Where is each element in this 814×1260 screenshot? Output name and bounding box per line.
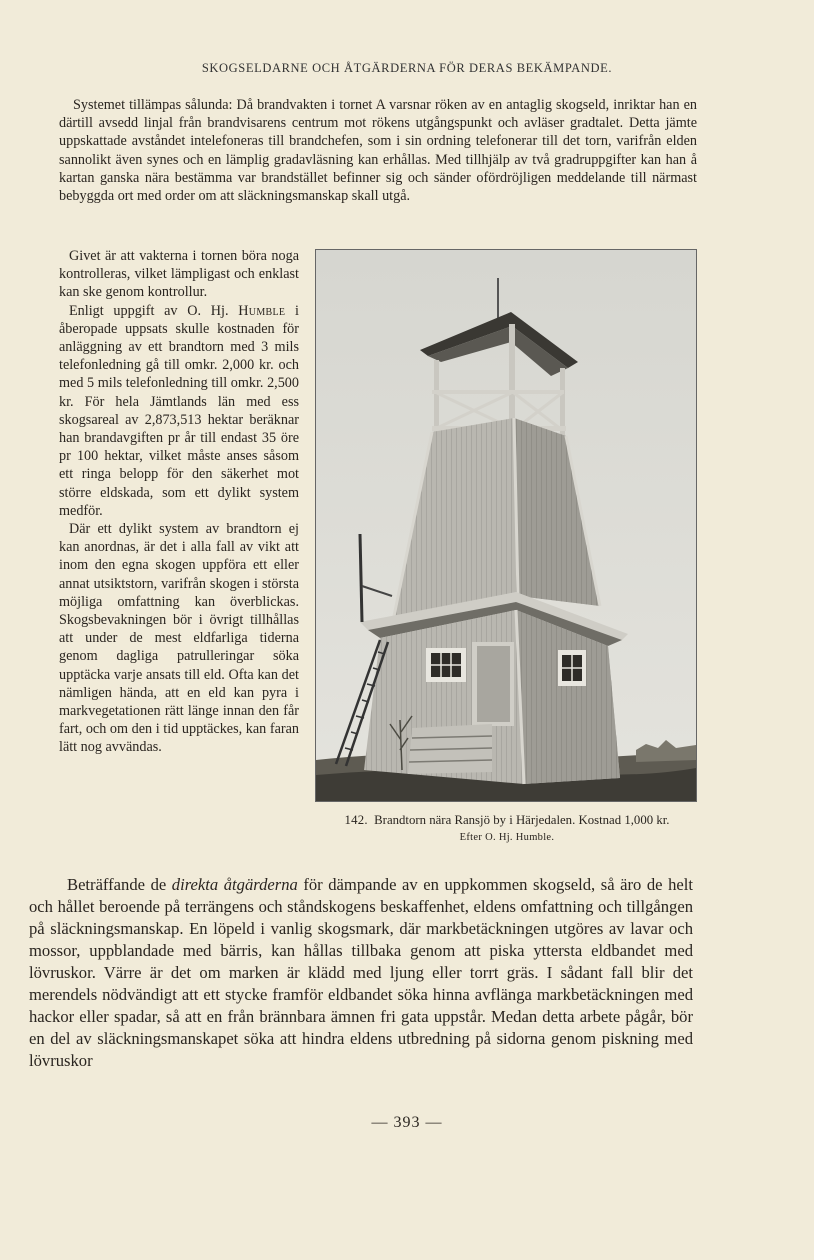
running-head: SKOGSELDARNE OCH ÅTGÄRDERNA FÖR DERAS BEKÄMPANDE. [201, 61, 613, 75]
emphasis-text: direkta åtgärderna [171, 875, 298, 894]
figure-credit: Efter O. Hj. Humble. [459, 832, 555, 843]
text-column [59, 247, 299, 757]
figure-caption [318, 813, 696, 845]
column-paragraph-2: Enligt uppgift av O. Hj. Humble i åberopade uppsats skulle kostnaden för anläggning av ett brandtorn med 3 mils telefonledning gå till omkr. 2,000 kr. och med 5 mils telefonledning till omkr. 2,500 kr. För hela Jämtlands län med ess skogsareal av 2,873,513 hektar beräknar han brandavgiften pr år till endast 35 öre pr 100 hektar, vilket måste anses såsom ett ringa belopp för den säkerhet mot större eldskada, som ett dylikt system medför. [59, 302, 299, 519]
author-name: Humble [238, 302, 286, 319]
fire-tower-photo [315, 249, 697, 802]
figure-number: 142. [344, 813, 368, 827]
figure-caption-text: Brandtorn nära Ransjö by i Härjedalen. Kostnad 1,000 kr. [374, 813, 670, 827]
intro-paragraph: Systemet tillämpas sålunda: Då brandvakten i tornet A varsnar röken av en antaglig skogseld, inriktar han en därtill avsedd linjal från brandvisarens centrum mot rökens utgångspunkt och avläser gradtalet. Detta jämte uppskattade avståndet intelefoneras till brandchefen, som i sin ordning telefonerar till det torn, varifrån elden sannolikt även synes och en lämplig gradavläsning kan erhållas. Med tillhjälp av två gradruppgifter kan han å kartan ganska nära bestämma var brandstället befinner sig och sänder ofördröjligen meddelande till närmast bebyggda ort med order om att släckningsmanskap skall utgå. [59, 97, 697, 205]
page-number: — 393 — [371, 1114, 443, 1131]
main-paragraph: Beträffande de direkta åtgärderna för dämpande av en uppkommen skogseld, så äro de helt och hållet beroende på terrängens och ståndskogens beskaffenhet, eldens omfattning och tillgången på släckningsmanskap. En löpeld i vanlig skogsmark, där markbetäckningen utgöres av lavar och mossor, uppblandade med bärris, kan hållas tillbaka genom att piska yttersta eldbandet med lövruskor. Värre är det om marken är klädd med ljung eller torrt gräs. I sådant fall blir det merendels nödvändigt att ett stycke framför eldbandet söka hinna avflänga markbetäckningen med hackor eller spadar, så att en från brännbara ämnen fri gata uppstår. Medan detta arbete pågår, bör en del av släckningsmanskapet söka att hindra eldens utbredning på sidorna genom piskning med lövruskor [29, 875, 693, 1070]
column-paragraph-1: Givet är att vakterna i tornen böra noga kontrolleras, vilket lämpligast och enklast kan ske genom kontrollur. [59, 248, 299, 301]
column-paragraph-3: Där ett dylikt system av brandtorn ej kan anordnas, är det i alla fall av vikt att inom den egna skogen uppföra ett eller annat utsiktstorn, varifrån skogen i största möjliga omfattning kan överblickas. Skogsbevakningen bör i övrigt tillhållas att under de mest eldfarliga tiderna genom dagliga patrulleringar söka upptäcka varje ansats till eld. Ofta kan det nämligen hända, att en eld kan pyra i markvegetationen rätt länge innan den får fart, och om den i tid upptäckes, kan faran lätt nog avvändas. [59, 521, 299, 756]
